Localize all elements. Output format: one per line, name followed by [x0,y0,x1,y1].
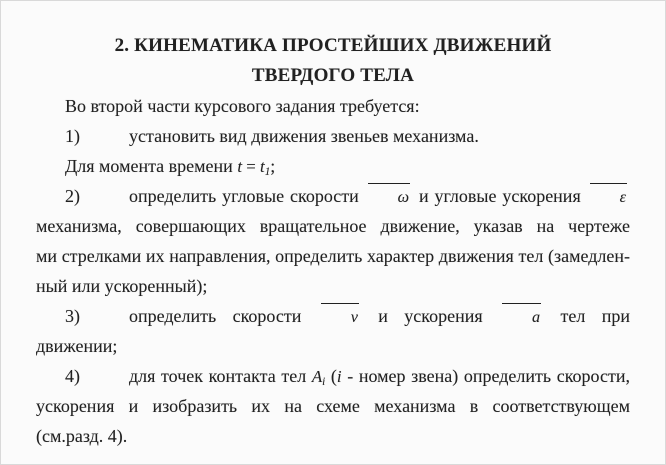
list-number: 3) [65,306,80,326]
heading-line-2 [36,61,630,91]
list-item-2-line-3 [36,241,630,271]
text-run: установить вид движения звеньев механизма. [129,126,479,146]
list-item-4-line-3 [36,421,630,451]
text-run: ускорения и изобразить их на схеме механизма в соответствующем [36,396,630,416]
text-run: (см.разд. 4). [36,426,128,446]
intro-paragraph [36,91,630,121]
math-variable: t [237,157,243,176]
math-subscript: 1 [264,165,271,178]
text-run: определить скорости [129,306,318,326]
heading-line-1 [36,31,630,61]
text-run: движении; [36,336,118,356]
math-operator: = [242,157,261,176]
text-run: ный или ускоренный); [36,276,208,296]
text-run: ; [270,156,276,176]
math-variable: i [336,367,342,386]
document-content [36,31,630,451]
list-item-4-line-1 [36,361,630,391]
text-run: и угловые ускорения [413,186,587,206]
text-run: - номер звена) определить скорости, [341,366,630,386]
list-item-3-line-1 [36,301,630,331]
text-run: механизма, совершающих вращательное движение, указав на чертеже [36,216,630,236]
math-variable: t [260,157,265,176]
math-vector-symbol: v [319,302,361,331]
list-item-3-line-2 [36,331,630,361]
text-run: для точек контакта тел [129,366,312,386]
time-condition-line [36,151,630,181]
math-vector-symbol: a [500,302,543,331]
list-item-2-line-1 [36,181,630,211]
list-number: 1) [65,126,80,146]
math-vector-symbol: ω [366,182,412,211]
heading-text: ТВЕРДОГО ТЕЛА [251,65,415,86]
heading-text: 2. КИНЕМАТИКА ПРОСТЕЙШИХ ДВИЖЕНИЙ [114,35,552,56]
text-run: и ускорения [361,306,500,326]
text-run: ( [325,366,337,386]
list-number: 2) [65,186,80,206]
list-item-1 [36,121,630,151]
text-run: определить угловые скорости [129,186,365,206]
list-number: 4) [65,366,80,386]
list-item-2-line-2 [36,211,630,241]
list-item-4-line-2 [36,391,630,421]
text-run: Для момента времени [65,156,238,176]
math-variable: A [311,367,323,386]
text-run: Во второй части курсового задания требуется: [65,96,420,116]
text-run: ми стрелками их направления, определить характер движения тел (замедлен- [36,246,630,266]
math-subscript: i [322,375,326,388]
math-vector-symbol: ε [588,182,629,211]
list-item-2-line-4 [36,271,630,301]
text-run: тел при [560,306,630,326]
